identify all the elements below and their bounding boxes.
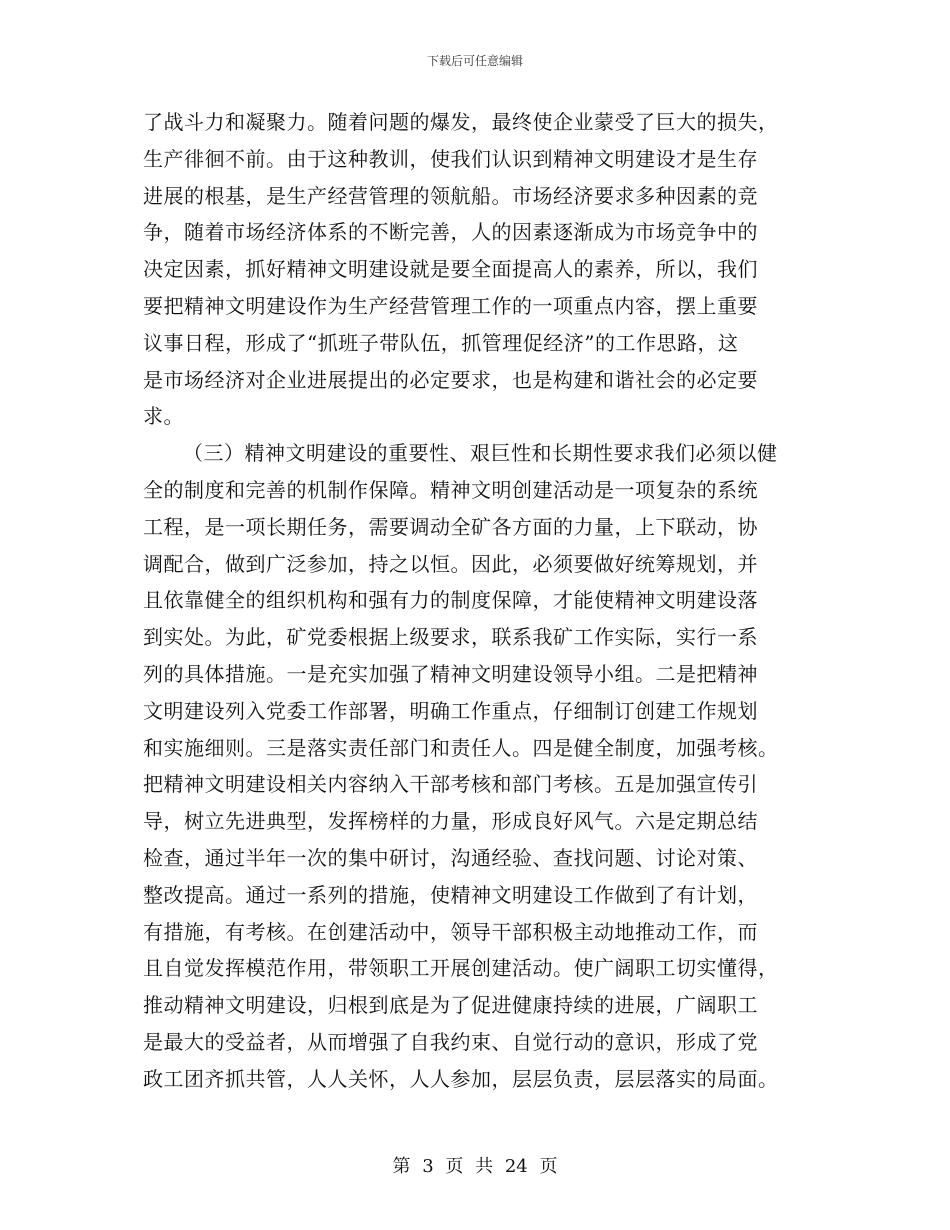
- paragraph-1: [143, 104, 811, 435]
- text-line: 列的具体措施。一是充实加强了精神文明建设领导小组。二是把精神: [143, 661, 758, 686]
- text-line: 决定因素，抓好精神文明建设就是要全面提高人的素养，所以，我们: [143, 257, 758, 282]
- text-line: 文明建设列入党委工作部署，明确工作重点，仔细制订创建工作规划: [143, 698, 758, 723]
- text-line: 检查，通过半年一次的集中研讨，沟通经验、查找问题、讨论对策、: [143, 845, 758, 870]
- text-line: 生产徘徊不前。由于这种教训，使我们认识到精神文明建设才是生存: [143, 146, 758, 171]
- text-line: 把精神文明建设相关内容纳入干部考核和部门考核。五是加强宣传引: [143, 772, 758, 797]
- paragraph-2: [143, 435, 811, 1097]
- text-line: 有措施，有考核。在创建活动中，领导干部积极主动地推动工作，而: [143, 919, 758, 944]
- text-line: 且依靠健全的组织机构和强有力的制度保障，才能使精神文明建设落: [143, 588, 758, 613]
- text-line: 推动精神文明建设，归根到底是为了促进健康持续的进展，广阔职工: [143, 993, 758, 1018]
- text-line: 调配合，做到广泛参加，持之以恒。因此，必须要做好统筹规划，并: [143, 551, 758, 576]
- page-number: 第 3 页 共 24 页: [392, 1156, 558, 1177]
- page-header-note: 下载后可任意编辑: [426, 54, 523, 68]
- text-line: 全的制度和完善的机制作保障。精神文明创建活动是一项复杂的系统: [143, 477, 758, 502]
- text-line: 是最大的受益者，从而增强了自我约束、自觉行动的意识，形成了党: [143, 1029, 758, 1054]
- text-line: 和实施细则。三是落实责任部门和责任人。四是健全制度，加强考核。: [143, 735, 779, 760]
- text-line: 整改提高。通过一系列的措施，使精神文明建设工作做到了有计划，: [143, 882, 758, 907]
- text-line: 争，随着市场经济体系的不断完善，人的因素逐渐成为市场竞争中的: [143, 220, 758, 245]
- text-line: 求。: [143, 404, 184, 429]
- text-line: 工程，是一项长期任务，需要调动全矿各方面的力量，上下联动，协: [143, 514, 758, 539]
- text-line: 了战斗力和凝聚力。随着问题的爆发，最终使企业蒙受了巨大的损失，: [143, 110, 779, 134]
- text-line: 要把精神文明建设作为生产经营管理工作的一项重点内容，摆上重要: [143, 293, 758, 318]
- text-line: 议事日程，形成了“抓班子带队伍，抓管理促经济”的工作思路，这: [143, 330, 739, 355]
- text-line: 政工团齐抓共管，人人关怀，人人参加，层层负责，层层落实的局面。: [143, 1066, 779, 1091]
- text-line: 进展的根基，是生产经营管理的领航船。市场经济要求多种因素的竞: [143, 183, 758, 208]
- document-body: [143, 104, 811, 1098]
- text-line: （三）精神文明建设的重要性、艰巨性和长期性要求我们必须以健: [183, 441, 778, 466]
- text-line: 导，树立先进典型，发挥榜样的力量，形成良好风气。六是定期总结: [143, 809, 758, 834]
- text-line: 到实处。为此，矿党委根据上级要求，联系我矿工作实际，实行一系: [143, 625, 758, 650]
- text-line: 且自觉发挥模范作用，带领职工开展创建活动。使广阔职工切实懂得，: [143, 956, 779, 981]
- text-line: 是市场经济对企业进展提出的必定要求，也是构建和谐社会的必定要: [143, 367, 758, 392]
